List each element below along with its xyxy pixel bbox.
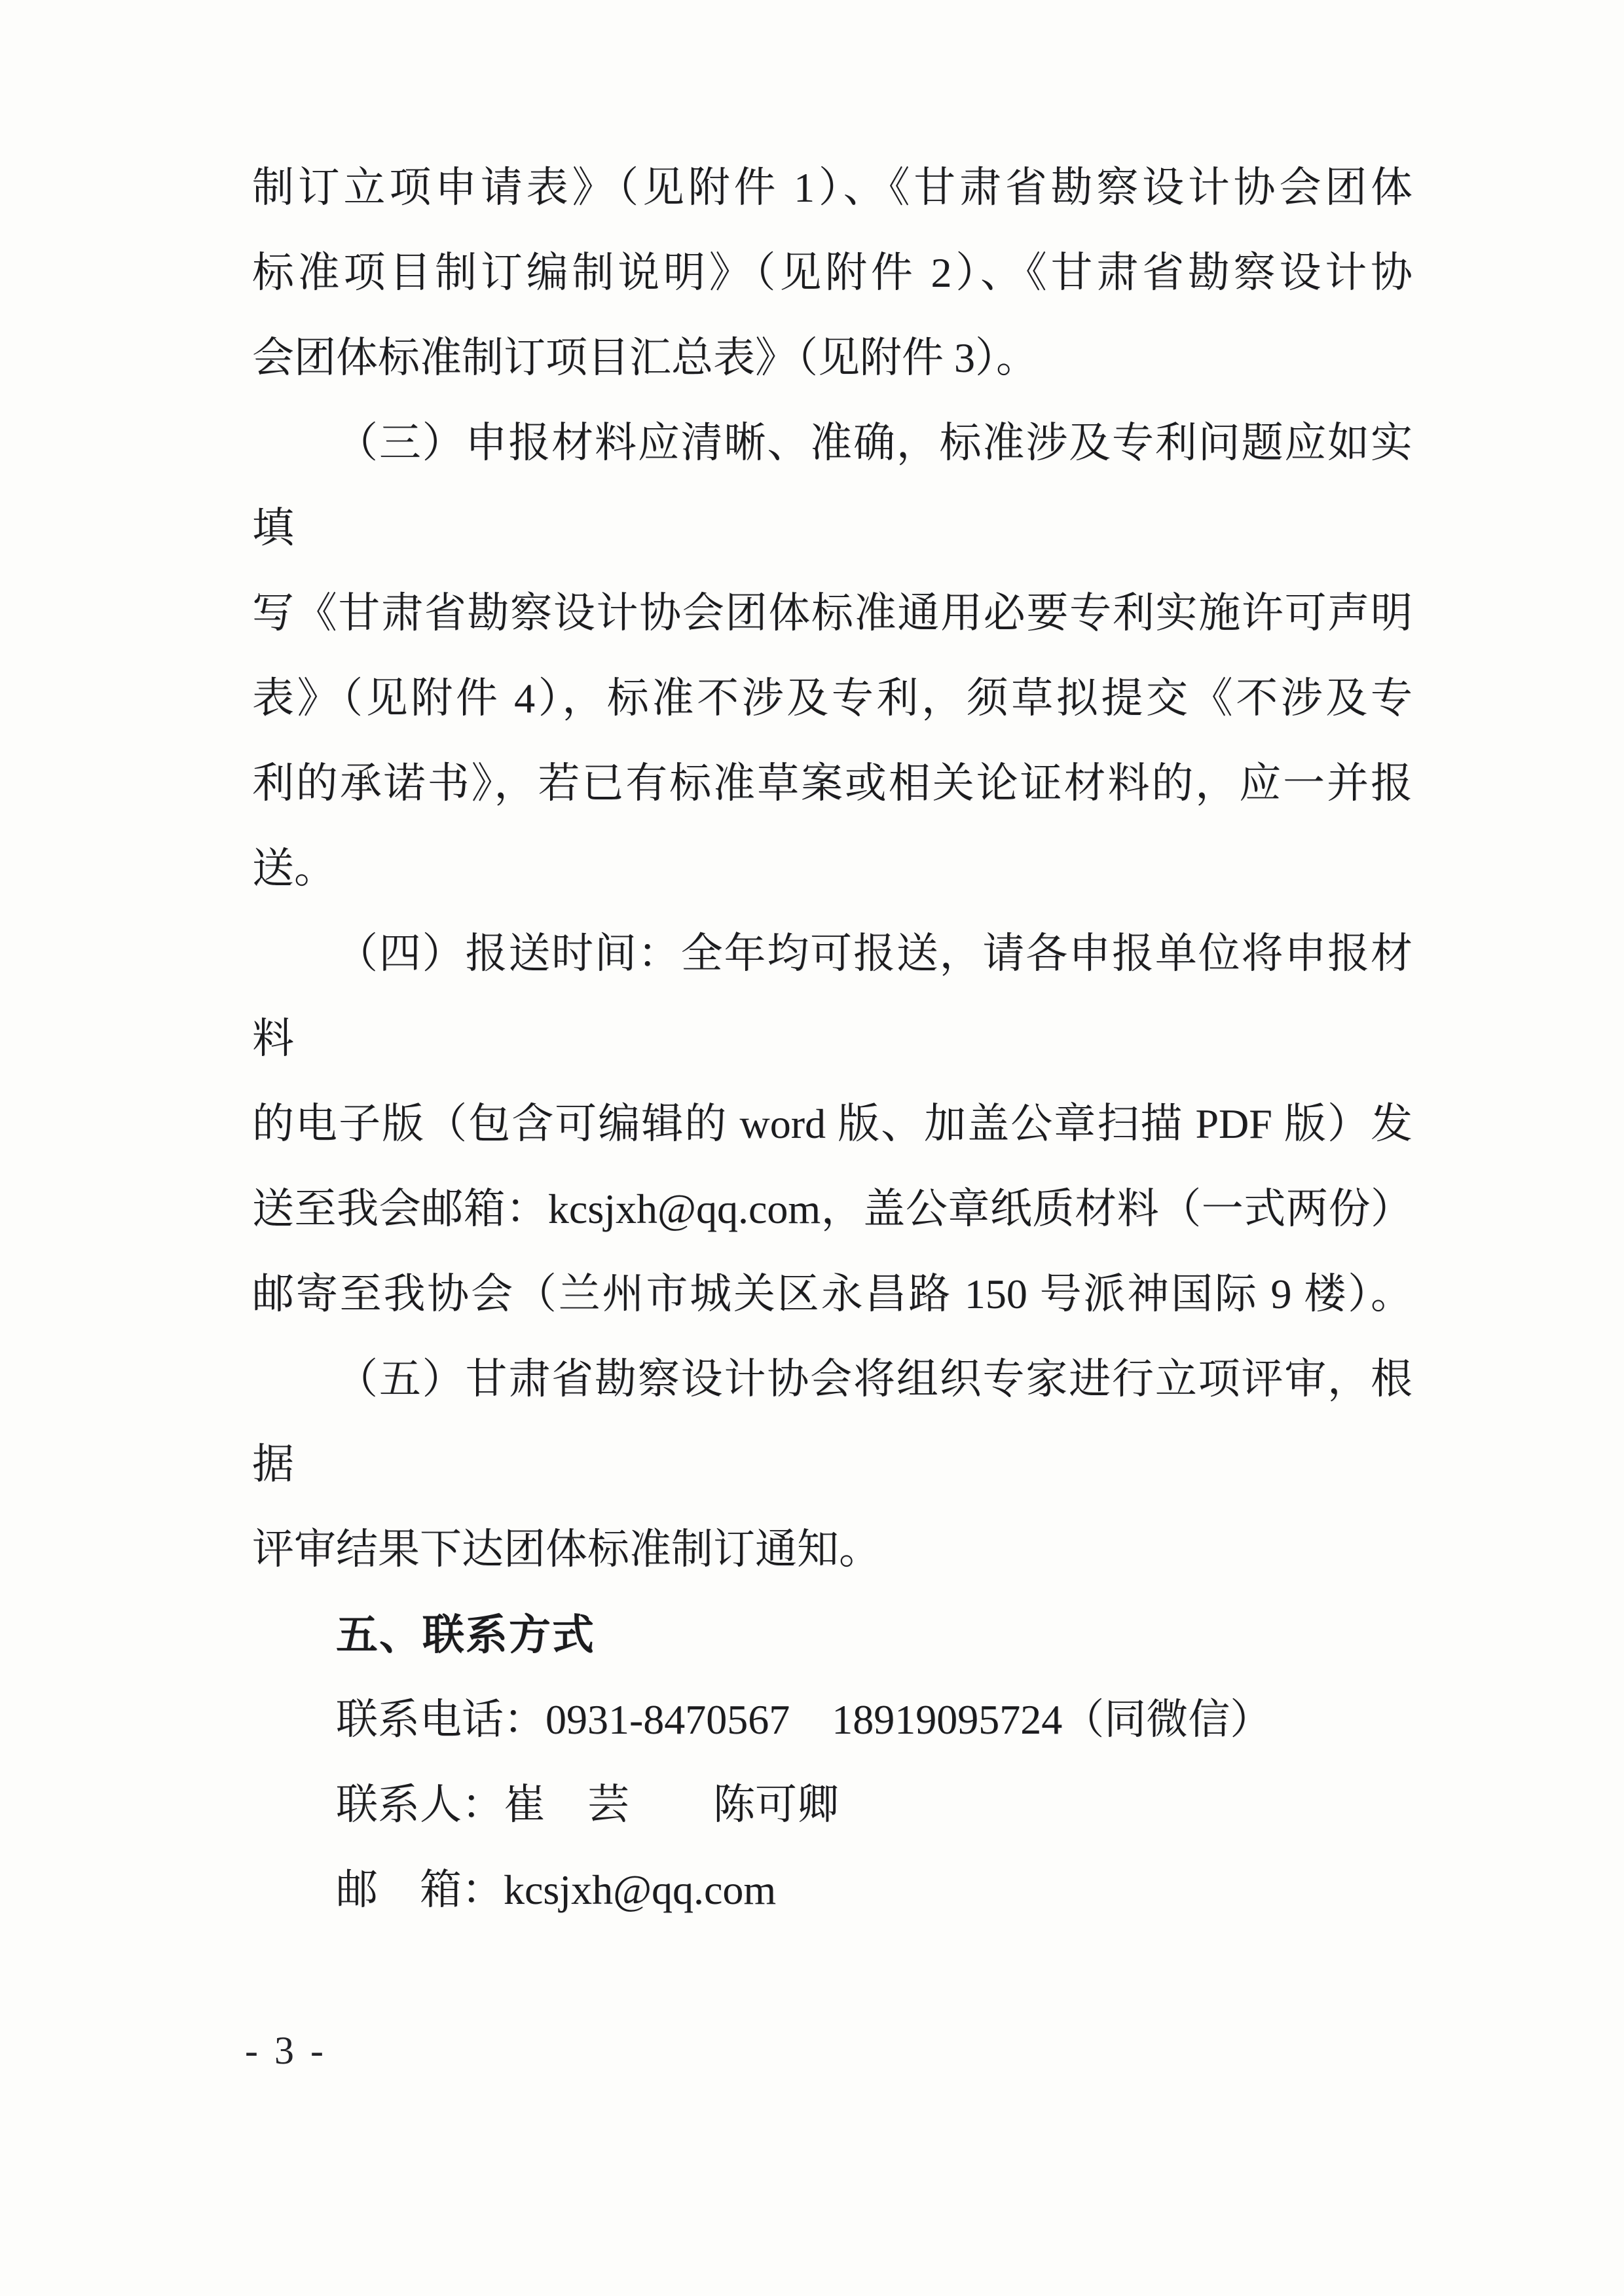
body-line: 的电子版（包含可编辑的 word 版、加盖公章扫描 PDF 版）发 [252,1101,1412,1147]
body-line-item-five: （五）甘肃省勘察设计协会将组织专家进行立项评审，根据 [252,1356,1412,1487]
body-line: 评审结果下达团体标准制订通知。 [252,1526,881,1573]
body-line-item-three: （三）申报材料应清晰、准确，标准涉及专利问题应如实填 [252,420,1412,551]
body-line: 送至我会邮箱：kcsjxh@qq.com，盖公章纸质材料（一式两份） [252,1186,1412,1232]
body-line: 送。 [252,845,336,892]
body-line: 制订立项申请表》（见附件 1）、《甘肃省勘察设计协会团体 [252,164,1412,211]
contact-email-line: 邮 箱：kcsjxh@qq.com [336,1867,777,1913]
body-line: 利的承诺书》，若已有标准草案或相关论证材料的，应一并报 [252,760,1412,807]
body-line: 会团体标准制订项目汇总表》（见附件 3）。 [252,335,1038,381]
contact-person-line: 联系人：崔 芸 陈可卿 [336,1781,839,1828]
body-line: 写《甘肃省勘察设计协会团体标准通用必要专利实施许可声明 [252,590,1412,636]
section-heading-contact: 五、联系方式 [336,1611,595,1658]
contact-phone-line: 联系电话：0931-8470567 18919095724（同微信） [336,1696,1272,1743]
page-number: - 3 - [245,2029,327,2072]
body-line: 表》（见附件 4），标准不涉及专利，须草拟提交《不涉及专 [252,675,1412,721]
body-line-item-four: （四）报送时间：全年均可报送，请各申报单位将申报材料 [252,930,1412,1062]
body-line: 标准项目制订编制说明》（见附件 2）、《甘肃省勘察设计协 [252,249,1412,296]
document-body [252,145,1412,1933]
body-line: 邮寄至我协会（兰州市城关区永昌路 150 号派神国际 9 楼）。 [252,1271,1412,1317]
